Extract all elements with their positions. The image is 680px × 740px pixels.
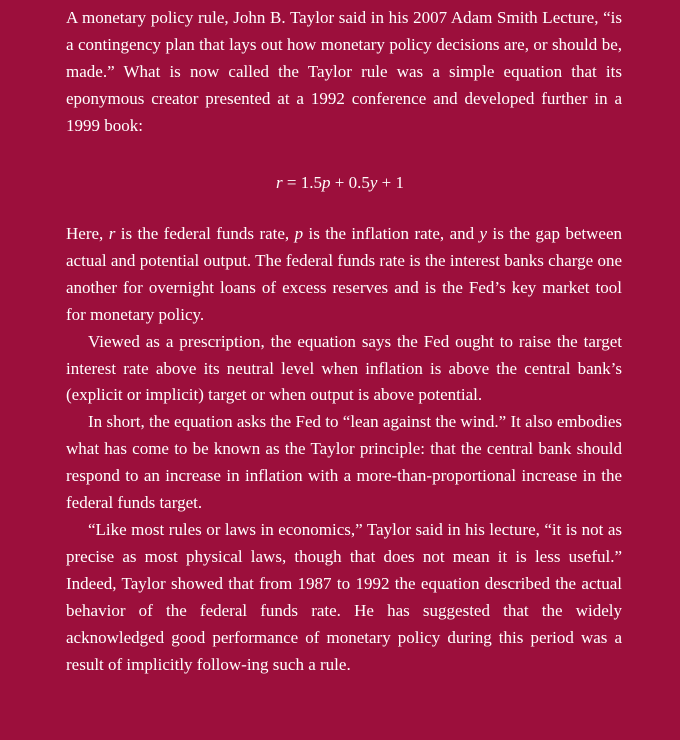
- equation-var-r: r: [276, 173, 283, 192]
- equation-constant: + 1: [377, 173, 404, 192]
- taylor-rule-equation: [0, 170, 680, 196]
- body-block: [66, 221, 622, 678]
- intro-block: [66, 5, 622, 140]
- definitions-var-y: y: [479, 224, 488, 243]
- definitions-r-text: is the federal funds rate,: [115, 224, 295, 243]
- equation-var-y: y: [369, 173, 378, 192]
- prescription-paragraph: Viewed as a prescription, the equation says the Fed ought to raise the target interest rate above its neutral level when inflation is above the central bank’s (explicit or implicit) target or when output is above potential.: [66, 331, 622, 405]
- definitions-y-text: is the gap between actual and potential output. The federal funds rate is the interest banks charge one another for overnight loans of excess reserves and is the Fed’s key market tool for monetary policy.: [66, 224, 623, 324]
- definitions-var-r: r: [108, 224, 116, 243]
- definitions-var-p: p: [294, 224, 304, 243]
- intro-paragraph: A monetary policy rule, John B. Taylor said in his 2007 Adam Smith Lecture, “is a contingency plan that lays out how monetary policy decisions are, or should be, made.” What is now called the Taylor rule was a simple equation that its eponymous creator presented at a 1992 conference and developed further in a 1999 book:: [66, 8, 622, 135]
- definitions-paragraph: [66, 221, 622, 329]
- equation-coef-y: + 0.5: [330, 173, 370, 192]
- definitions-p-text: is the inflation rate, and: [303, 224, 480, 243]
- equation-coef-p: = 1.5: [282, 173, 322, 192]
- rules-in-economics-paragraph: “Like most rules or laws in economics,” Taylor said in his lecture, “it is not as precise as most physical laws, though that does not mean it is less useful.” Indeed, Taylor showed that from 1987 to 1992 the equation described the actual behavior of the federal funds rate. He has suggested that the widely acknowledged good performance of monetary policy during this period was a result of implicitly follow-ing such a rule.: [66, 519, 622, 674]
- lean-against-wind-paragraph: In short, the equation asks the Fed to “lean against the wind.” It also embodies what has come to be known as the Taylor principle: that the central bank should respond to an increase in inflation with a more-than-proportional increase in the federal funds target.: [66, 412, 622, 513]
- definitions-lead: Here,: [66, 224, 109, 243]
- equation-var-p: p: [321, 173, 331, 192]
